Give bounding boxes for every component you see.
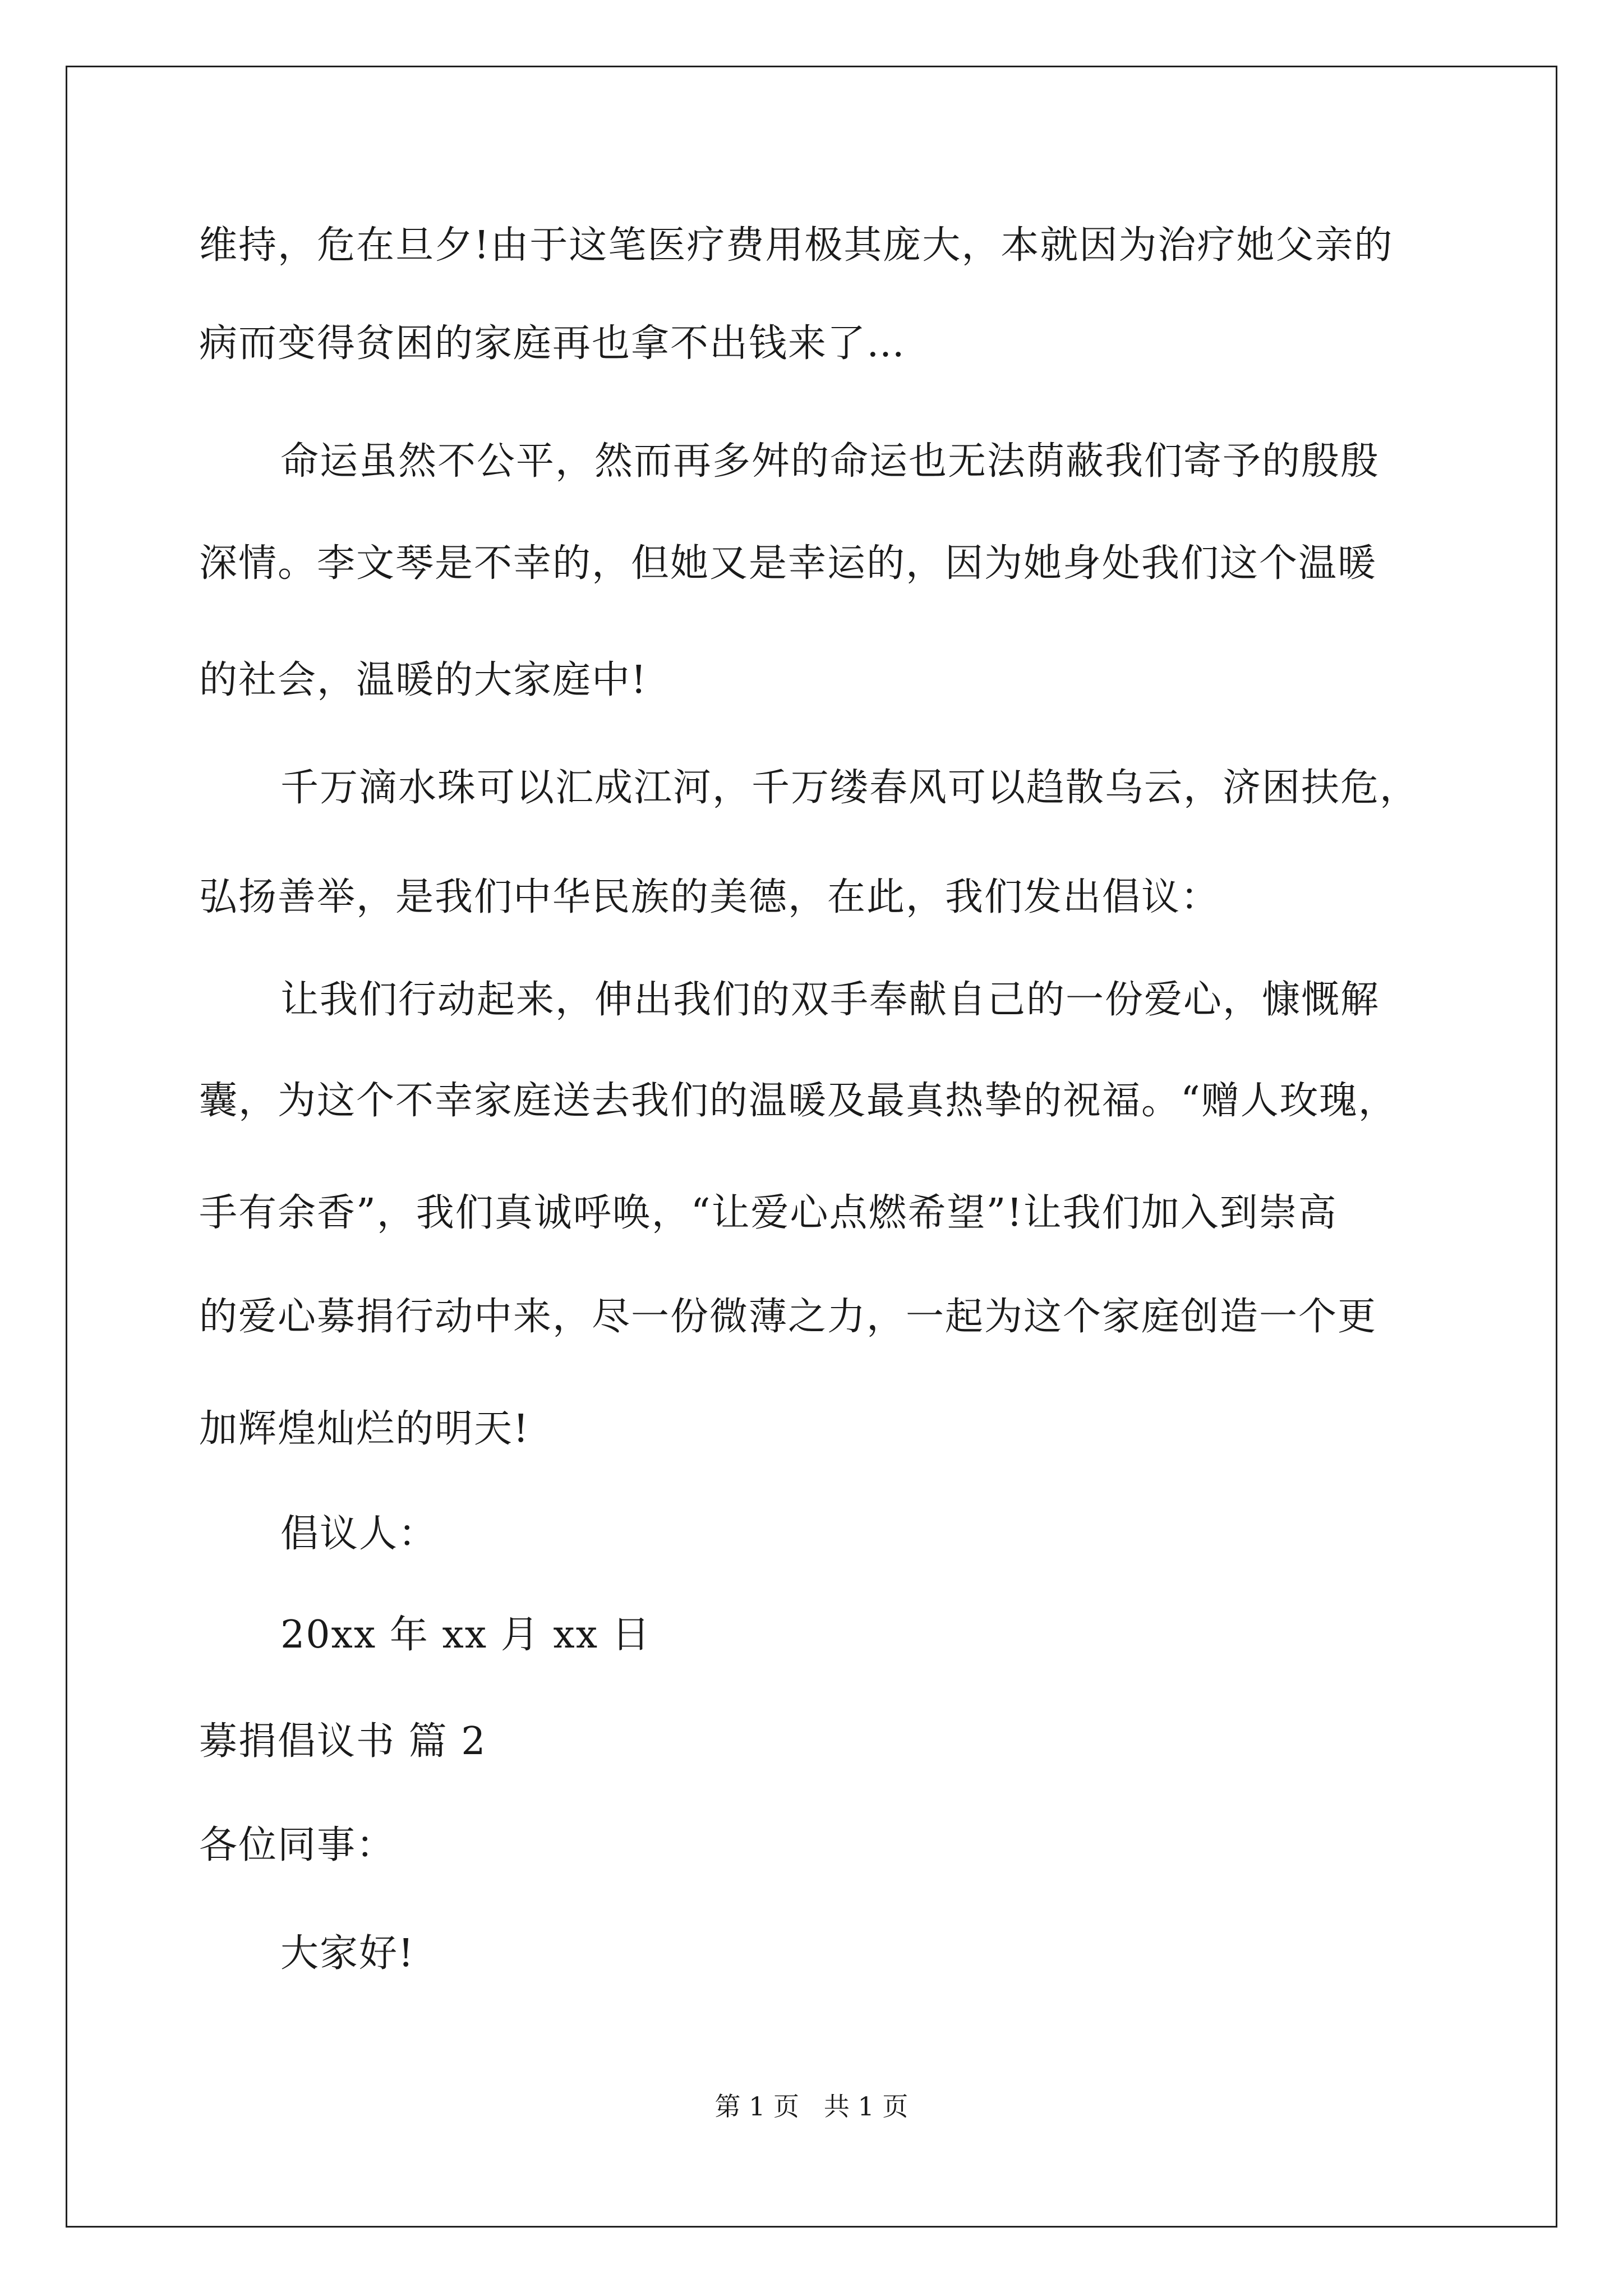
body-line-6: 千万滴水珠可以汇成江河，千万缕春风可以趋散乌云，济困扶危，	[280, 766, 1419, 810]
body-line-2: 病而变得贫困的家庭再也拿不出钱来了…	[199, 321, 906, 366]
greeting: 大家好!	[280, 1931, 415, 1976]
body-line-11: 的爱心募捐行动中来，尽一份微薄之力，一起为这个家庭创造一个更	[199, 1295, 1377, 1339]
section-heading: 募捐倡议书 篇 2	[199, 1719, 487, 1764]
date-line: 20xx 年 xx 月 xx 日	[280, 1613, 651, 1657]
signatory-label: 倡议人：	[280, 1512, 438, 1556]
salutation: 各位同事：	[199, 1823, 396, 1867]
page-border	[66, 66, 1557, 2228]
body-line-12: 加辉煌灿烂的明天!	[199, 1407, 530, 1451]
body-line-8: 让我们行动起来，伸出我们的双手奉献自己的一份爱心，慷慨解	[280, 978, 1380, 1022]
body-line-4: 深情。李文琴是不幸的，但她又是幸运的，因为她身处我们这个温暖	[199, 541, 1377, 586]
body-line-5: 的社会，温暖的大家庭中!	[199, 658, 648, 702]
body-line-9: 囊，为这个不幸家庭送去我们的温暖及最真热挚的祝福。“赠人玫瑰，	[199, 1079, 1398, 1123]
body-line-7: 弘扬善举，是我们中华民族的美德，在此，我们发出倡议：	[199, 875, 1220, 919]
body-line-10: 手有余香”，我们真诚呼唤，“让爱心点燃希望”!让我们加入到崇高	[199, 1191, 1338, 1235]
page-number-footer: 第 1 页 共 1 页	[714, 2091, 909, 2122]
body-line-3: 命运虽然不公平，然而再多舛的命运也无法荫蔽我们寄予的殷殷	[280, 439, 1380, 484]
body-line-1: 维持，危在旦夕!由于这笔医疗费用极其庞大，本就因为治疗她父亲的	[199, 223, 1394, 268]
